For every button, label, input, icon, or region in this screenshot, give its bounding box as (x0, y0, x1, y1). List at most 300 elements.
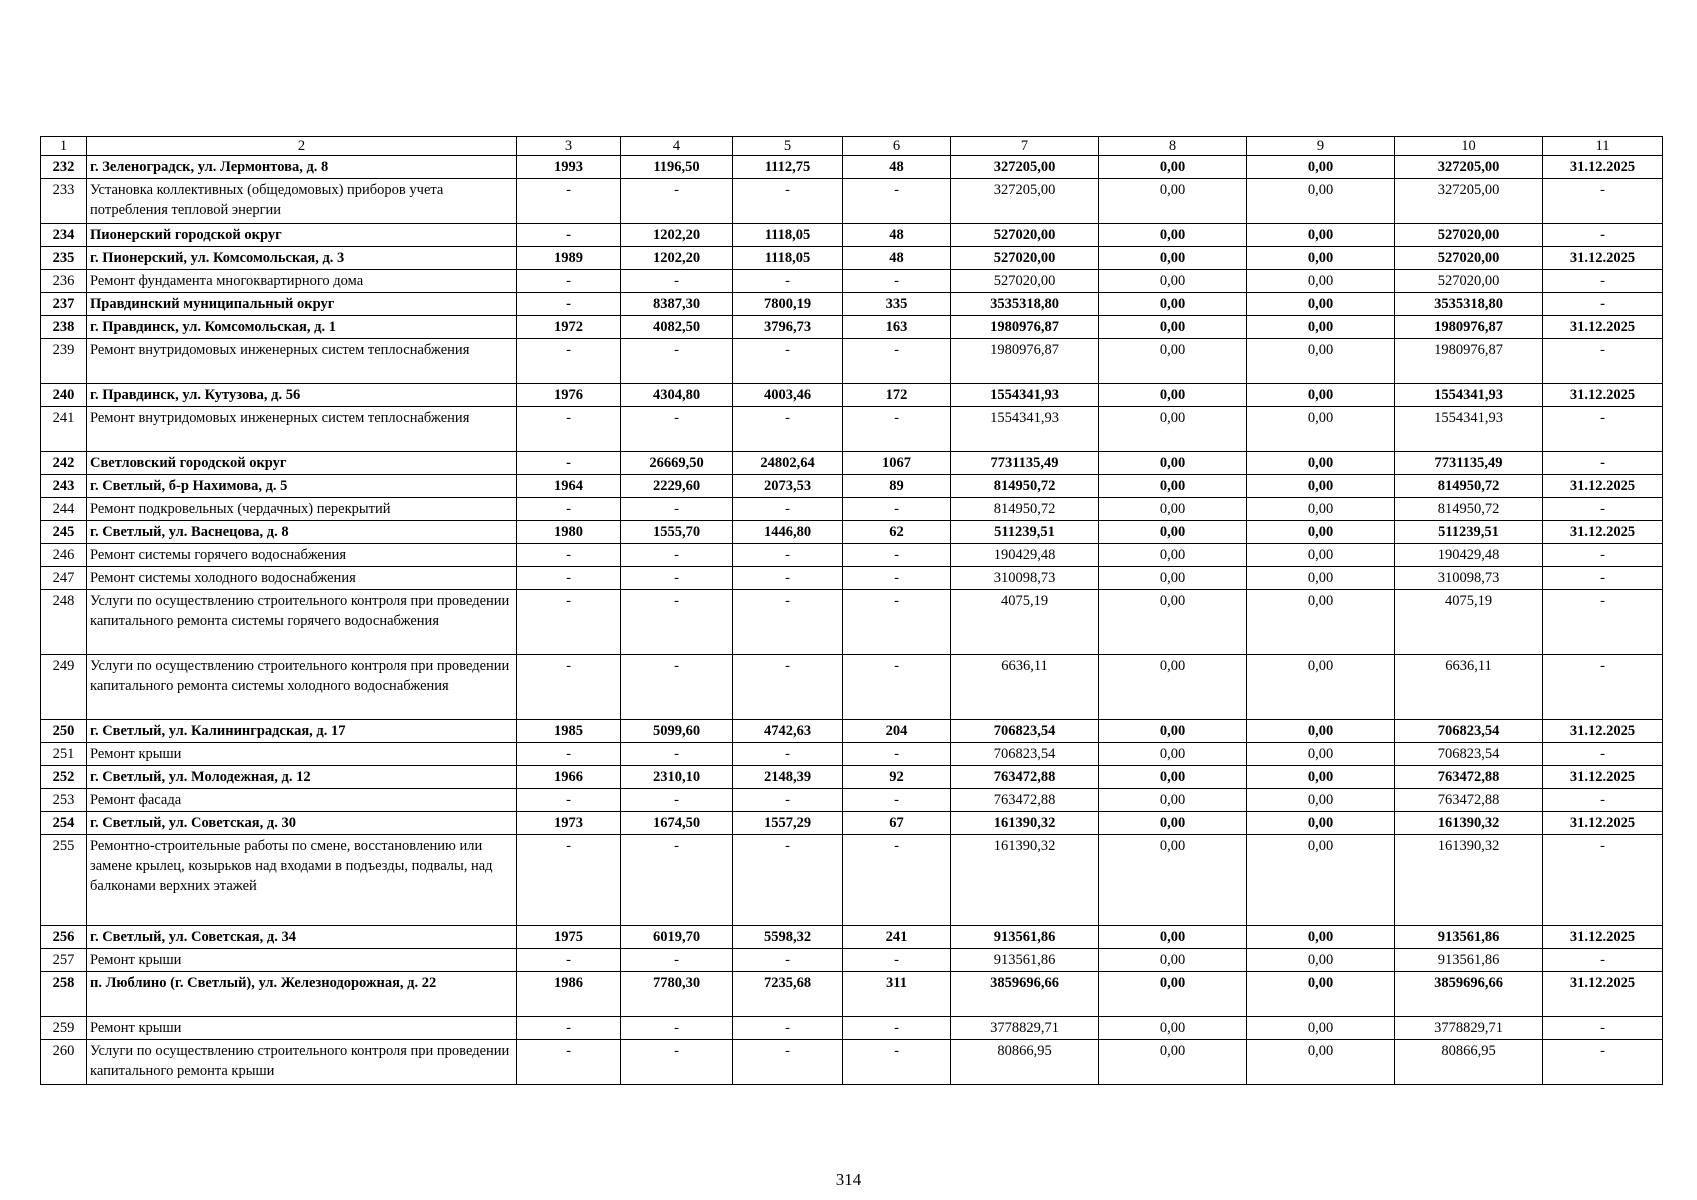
cell-cost-column-8: 0,00 (1099, 156, 1247, 179)
table-row (41, 270, 1663, 293)
cell-residential-area: 24802,64 (733, 452, 843, 475)
cell-residents-count: - (843, 1040, 951, 1085)
cell-regional-fund-cost: 3778829,71 (1395, 1017, 1543, 1040)
table-row (41, 789, 1663, 812)
cell-cost-column-9: 0,00 (1247, 720, 1395, 743)
cell-year-built: - (517, 567, 621, 590)
cell-row-number: 234 (41, 224, 87, 247)
cell-residential-area: 4003,46 (733, 384, 843, 407)
cell-row-number: 243 (41, 475, 87, 498)
cell-regional-fund-cost: 814950,72 (1395, 498, 1543, 521)
cell-residential-area: - (733, 407, 843, 452)
cell-cost-column-8: 0,00 (1099, 812, 1247, 835)
cell-row-number: 259 (41, 1017, 87, 1040)
cell-residential-area: 1118,05 (733, 224, 843, 247)
cell-total-cost: 706823,54 (951, 743, 1099, 766)
cell-cost-column-9: 0,00 (1247, 1017, 1395, 1040)
cell-year-built: 1972 (517, 316, 621, 339)
cell-row-number: 250 (41, 720, 87, 743)
table-row (41, 812, 1663, 835)
cell-residents-count: - (843, 407, 951, 452)
cell-regional-fund-cost: 527020,00 (1395, 247, 1543, 270)
cell-completion-date: - (1543, 339, 1663, 384)
cell-cost-column-9: 0,00 (1247, 544, 1395, 567)
cell-completion-date: 31.12.2025 (1543, 247, 1663, 270)
cell-total-area: - (621, 567, 733, 590)
table-row (41, 926, 1663, 949)
cell-total-area: 4304,80 (621, 384, 733, 407)
cell-year-built: 1985 (517, 720, 621, 743)
cell-total-cost: 3859696,66 (951, 972, 1099, 1017)
cell-residents-count: 48 (843, 224, 951, 247)
cell-total-area: 2229,60 (621, 475, 733, 498)
cell-row-number: 235 (41, 247, 87, 270)
table-row (41, 544, 1663, 567)
cell-year-built: - (517, 1017, 621, 1040)
column-number-6: 6 (843, 137, 951, 156)
cell-row-number: 237 (41, 293, 87, 316)
cell-residential-area: - (733, 590, 843, 655)
cell-completion-date: 31.12.2025 (1543, 766, 1663, 789)
cell-residential-area: - (733, 270, 843, 293)
cell-total-cost: 7731135,49 (951, 452, 1099, 475)
cell-cost-column-8: 0,00 (1099, 926, 1247, 949)
cell-cost-column-9: 0,00 (1247, 926, 1395, 949)
cell-residents-count: 48 (843, 247, 951, 270)
cell-residential-area: - (733, 655, 843, 720)
table-row (41, 224, 1663, 247)
cell-cost-column-8: 0,00 (1099, 179, 1247, 224)
cell-residents-count: 311 (843, 972, 951, 1017)
column-number-10: 10 (1395, 137, 1543, 156)
cell-residents-count: - (843, 270, 951, 293)
cell-cost-column-9: 0,00 (1247, 972, 1395, 1017)
cell-completion-date: - (1543, 544, 1663, 567)
cell-residential-area: - (733, 949, 843, 972)
cell-total-area: 4082,50 (621, 316, 733, 339)
cell-total-area: - (621, 407, 733, 452)
cell-total-area: - (621, 590, 733, 655)
cell-item-name: г. Светлый, ул. Молодежная, д. 12 (87, 766, 517, 789)
cell-total-area: - (621, 339, 733, 384)
cell-residential-area: 2073,53 (733, 475, 843, 498)
table-row (41, 743, 1663, 766)
cell-regional-fund-cost: 1980976,87 (1395, 316, 1543, 339)
cell-year-built: 1973 (517, 812, 621, 835)
cell-item-name: Установка коллективных (общедомовых) приборов учета потребления тепловой энергии (87, 179, 517, 224)
cell-year-built: - (517, 224, 621, 247)
table-row (41, 1040, 1663, 1085)
column-number-8: 8 (1099, 137, 1247, 156)
cell-cost-column-9: 0,00 (1247, 949, 1395, 972)
cell-cost-column-9: 0,00 (1247, 452, 1395, 475)
cell-total-cost: 1980976,87 (951, 339, 1099, 384)
cell-total-area: - (621, 743, 733, 766)
column-number-4: 4 (621, 137, 733, 156)
cell-total-cost: 814950,72 (951, 498, 1099, 521)
cell-residential-area: 5598,32 (733, 926, 843, 949)
cell-cost-column-9: 0,00 (1247, 743, 1395, 766)
cell-total-area: 2310,10 (621, 766, 733, 789)
cell-cost-column-8: 0,00 (1099, 789, 1247, 812)
cell-total-cost: 6636,11 (951, 655, 1099, 720)
cell-total-area: 6019,70 (621, 926, 733, 949)
column-number-3: 3 (517, 137, 621, 156)
cell-total-cost: 4075,19 (951, 590, 1099, 655)
cell-regional-fund-cost: 6636,11 (1395, 655, 1543, 720)
cell-total-cost: 706823,54 (951, 720, 1099, 743)
cell-completion-date: 31.12.2025 (1543, 812, 1663, 835)
cell-residential-area: 7235,68 (733, 972, 843, 1017)
cell-total-cost: 527020,00 (951, 270, 1099, 293)
cell-residential-area: - (733, 544, 843, 567)
cell-year-built: 1966 (517, 766, 621, 789)
cell-completion-date: - (1543, 1017, 1663, 1040)
cell-cost-column-8: 0,00 (1099, 407, 1247, 452)
cell-total-area: - (621, 655, 733, 720)
table-row (41, 452, 1663, 475)
cell-cost-column-8: 0,00 (1099, 498, 1247, 521)
cell-cost-column-9: 0,00 (1247, 835, 1395, 926)
cell-row-number: 252 (41, 766, 87, 789)
cell-regional-fund-cost: 1980976,87 (1395, 339, 1543, 384)
cell-residential-area: 1557,29 (733, 812, 843, 835)
cell-item-name: Пионерский городской округ (87, 224, 517, 247)
table-row (41, 407, 1663, 452)
cell-completion-date: 31.12.2025 (1543, 156, 1663, 179)
cell-cost-column-8: 0,00 (1099, 521, 1247, 544)
cell-completion-date: - (1543, 1040, 1663, 1085)
cell-year-built: 1989 (517, 247, 621, 270)
cell-cost-column-8: 0,00 (1099, 835, 1247, 926)
cell-year-built: - (517, 452, 621, 475)
column-number-11: 11 (1543, 137, 1663, 156)
cell-item-name: Ремонт подкровельных (чердачных) перекрытий (87, 498, 517, 521)
cell-residential-area: 1446,80 (733, 521, 843, 544)
table-row (41, 567, 1663, 590)
cell-cost-column-8: 0,00 (1099, 743, 1247, 766)
cell-residents-count: - (843, 498, 951, 521)
capital-repair-table (40, 136, 1663, 1085)
cell-cost-column-9: 0,00 (1247, 812, 1395, 835)
cell-residential-area: 1112,75 (733, 156, 843, 179)
cell-year-built: - (517, 1040, 621, 1085)
cell-regional-fund-cost: 913561,86 (1395, 949, 1543, 972)
cell-regional-fund-cost: 706823,54 (1395, 720, 1543, 743)
cell-total-cost: 161390,32 (951, 812, 1099, 835)
cell-total-area: 7780,30 (621, 972, 733, 1017)
cell-total-cost: 1554341,93 (951, 407, 1099, 452)
cell-completion-date: - (1543, 835, 1663, 926)
cell-residential-area: - (733, 789, 843, 812)
cell-cost-column-9: 0,00 (1247, 766, 1395, 789)
column-number-7: 7 (951, 137, 1099, 156)
cell-residential-area: 2148,39 (733, 766, 843, 789)
cell-item-name: Ремонт фундамента многоквартирного дома (87, 270, 517, 293)
cell-residential-area: - (733, 567, 843, 590)
table-row (41, 179, 1663, 224)
cell-regional-fund-cost: 1554341,93 (1395, 407, 1543, 452)
cell-cost-column-9: 0,00 (1247, 384, 1395, 407)
cell-completion-date: 31.12.2025 (1543, 521, 1663, 544)
cell-total-cost: 327205,00 (951, 156, 1099, 179)
cell-residents-count: 92 (843, 766, 951, 789)
cell-cost-column-8: 0,00 (1099, 567, 1247, 590)
cell-item-name: Ремонт системы холодного водоснабжения (87, 567, 517, 590)
cell-total-area: 1202,20 (621, 224, 733, 247)
cell-row-number: 238 (41, 316, 87, 339)
cell-total-cost: 1980976,87 (951, 316, 1099, 339)
cell-regional-fund-cost: 706823,54 (1395, 743, 1543, 766)
cell-regional-fund-cost: 1554341,93 (1395, 384, 1543, 407)
cell-cost-column-8: 0,00 (1099, 544, 1247, 567)
cell-completion-date: 31.12.2025 (1543, 720, 1663, 743)
cell-total-cost: 190429,48 (951, 544, 1099, 567)
cell-completion-date: - (1543, 224, 1663, 247)
cell-year-built: - (517, 789, 621, 812)
column-number-row (41, 137, 1663, 156)
cell-item-name: Услуги по осуществлению строительного контроля при проведении капитального ремонта системы холодного водоснабжения (87, 655, 517, 720)
cell-completion-date: - (1543, 655, 1663, 720)
cell-completion-date: 31.12.2025 (1543, 972, 1663, 1017)
table-row (41, 972, 1663, 1017)
cell-total-area: - (621, 179, 733, 224)
cell-completion-date: - (1543, 590, 1663, 655)
table-row (41, 316, 1663, 339)
cell-total-area: - (621, 789, 733, 812)
cell-regional-fund-cost: 763472,88 (1395, 766, 1543, 789)
cell-residents-count: 335 (843, 293, 951, 316)
cell-residents-count: 163 (843, 316, 951, 339)
cell-residents-count: - (843, 1017, 951, 1040)
cell-regional-fund-cost: 190429,48 (1395, 544, 1543, 567)
cell-item-name: г. Светлый, ул. Калининградская, д. 17 (87, 720, 517, 743)
cell-year-built: - (517, 949, 621, 972)
cell-total-cost: 814950,72 (951, 475, 1099, 498)
cell-cost-column-8: 0,00 (1099, 720, 1247, 743)
cell-cost-column-8: 0,00 (1099, 475, 1247, 498)
cell-item-name: Ремонт крыши (87, 743, 517, 766)
cell-residential-area: - (733, 743, 843, 766)
cell-cost-column-8: 0,00 (1099, 452, 1247, 475)
cell-year-built: - (517, 590, 621, 655)
cell-residential-area: - (733, 179, 843, 224)
cell-residential-area: 3796,73 (733, 316, 843, 339)
cell-residents-count: - (843, 655, 951, 720)
cell-item-name: г. Пионерский, ул. Комсомольская, д. 3 (87, 247, 517, 270)
cell-row-number: 257 (41, 949, 87, 972)
cell-regional-fund-cost: 4075,19 (1395, 590, 1543, 655)
cell-residents-count: - (843, 179, 951, 224)
cell-completion-date: - (1543, 567, 1663, 590)
cell-cost-column-9: 0,00 (1247, 179, 1395, 224)
cell-completion-date: - (1543, 452, 1663, 475)
cell-regional-fund-cost: 161390,32 (1395, 835, 1543, 926)
cell-total-cost: 763472,88 (951, 789, 1099, 812)
cell-total-cost: 527020,00 (951, 247, 1099, 270)
cell-item-name: г. Правдинск, ул. Комсомольская, д. 1 (87, 316, 517, 339)
cell-residential-area: 4742,63 (733, 720, 843, 743)
cell-year-built: 1976 (517, 384, 621, 407)
cell-item-name: Ремонт внутридомовых инженерных систем теплоснабжения (87, 339, 517, 384)
cell-residents-count: 89 (843, 475, 951, 498)
cell-year-built: - (517, 655, 621, 720)
report-sheet (40, 136, 1662, 1085)
cell-completion-date: 31.12.2025 (1543, 926, 1663, 949)
cell-regional-fund-cost: 327205,00 (1395, 179, 1543, 224)
table-row (41, 720, 1663, 743)
cell-row-number: 258 (41, 972, 87, 1017)
cell-item-name: г. Зеленоградск, ул. Лермонтова, д. 8 (87, 156, 517, 179)
cell-cost-column-9: 0,00 (1247, 156, 1395, 179)
cell-residents-count: - (843, 789, 951, 812)
cell-year-built: - (517, 498, 621, 521)
cell-cost-column-9: 0,00 (1247, 498, 1395, 521)
cell-cost-column-8: 0,00 (1099, 1017, 1247, 1040)
cell-total-area: 8387,30 (621, 293, 733, 316)
cell-cost-column-8: 0,00 (1099, 339, 1247, 384)
cell-year-built: - (517, 270, 621, 293)
column-number-1: 1 (41, 137, 87, 156)
cell-cost-column-8: 0,00 (1099, 590, 1247, 655)
cell-total-area: - (621, 544, 733, 567)
cell-residents-count: - (843, 835, 951, 926)
cell-cost-column-9: 0,00 (1247, 789, 1395, 812)
cell-total-cost: 310098,73 (951, 567, 1099, 590)
cell-year-built: - (517, 407, 621, 452)
cell-cost-column-9: 0,00 (1247, 224, 1395, 247)
cell-completion-date: - (1543, 270, 1663, 293)
cell-residents-count: - (843, 339, 951, 384)
cell-completion-date: 31.12.2025 (1543, 475, 1663, 498)
cell-residential-area: - (733, 1040, 843, 1085)
cell-item-name: Ремонт фасада (87, 789, 517, 812)
cell-regional-fund-cost: 161390,32 (1395, 812, 1543, 835)
cell-completion-date: - (1543, 293, 1663, 316)
cell-residents-count: 172 (843, 384, 951, 407)
cell-total-cost: 3778829,71 (951, 1017, 1099, 1040)
cell-year-built: 1993 (517, 156, 621, 179)
cell-regional-fund-cost: 527020,00 (1395, 270, 1543, 293)
cell-total-area: - (621, 498, 733, 521)
cell-residents-count: - (843, 743, 951, 766)
cell-residents-count: 204 (843, 720, 951, 743)
cell-cost-column-9: 0,00 (1247, 521, 1395, 544)
cell-total-cost: 80866,95 (951, 1040, 1099, 1085)
cell-regional-fund-cost: 527020,00 (1395, 224, 1543, 247)
cell-completion-date: - (1543, 407, 1663, 452)
cell-cost-column-8: 0,00 (1099, 224, 1247, 247)
cell-total-area: - (621, 1040, 733, 1085)
cell-cost-column-9: 0,00 (1247, 475, 1395, 498)
cell-year-built: - (517, 544, 621, 567)
cell-cost-column-8: 0,00 (1099, 1040, 1247, 1085)
cell-completion-date: - (1543, 498, 1663, 521)
page-number: 314 (835, 1170, 862, 1189)
cell-row-number: 249 (41, 655, 87, 720)
cell-year-built: - (517, 293, 621, 316)
cell-row-number: 244 (41, 498, 87, 521)
cell-item-name: Услуги по осуществлению строительного контроля при проведении капитального ремонта системы горячего водоснабжения (87, 590, 517, 655)
cell-residential-area: - (733, 835, 843, 926)
cell-year-built: - (517, 179, 621, 224)
table-row (41, 339, 1663, 384)
cell-regional-fund-cost: 310098,73 (1395, 567, 1543, 590)
cell-item-name: Ремонт внутридомовых инженерных систем теплоснабжения (87, 407, 517, 452)
cell-residential-area: - (733, 1017, 843, 1040)
cell-regional-fund-cost: 763472,88 (1395, 789, 1543, 812)
cell-total-area: - (621, 270, 733, 293)
cell-residents-count: 48 (843, 156, 951, 179)
cell-row-number: 248 (41, 590, 87, 655)
cell-total-cost: 913561,86 (951, 949, 1099, 972)
cell-row-number: 239 (41, 339, 87, 384)
cell-row-number: 246 (41, 544, 87, 567)
cell-regional-fund-cost: 3859696,66 (1395, 972, 1543, 1017)
cell-total-area: 5099,60 (621, 720, 733, 743)
cell-cost-column-8: 0,00 (1099, 766, 1247, 789)
table-row (41, 384, 1663, 407)
cell-total-area: - (621, 835, 733, 926)
table-row (41, 521, 1663, 544)
cell-item-name: Ремонтно-строительные работы по смене, восстановлению или замене крылец, козырьков над входами в подъезды, подвалы, над балконами верхних этажей (87, 835, 517, 926)
cell-regional-fund-cost: 80866,95 (1395, 1040, 1543, 1085)
cell-residents-count: 241 (843, 926, 951, 949)
cell-year-built: 1975 (517, 926, 621, 949)
cell-residential-area: 1118,05 (733, 247, 843, 270)
cell-year-built: 1964 (517, 475, 621, 498)
cell-cost-column-9: 0,00 (1247, 316, 1395, 339)
cell-regional-fund-cost: 7731135,49 (1395, 452, 1543, 475)
cell-total-area: 26669,50 (621, 452, 733, 475)
cell-completion-date: - (1543, 789, 1663, 812)
cell-total-area: - (621, 1017, 733, 1040)
cell-total-area: 1674,50 (621, 812, 733, 835)
cell-year-built: - (517, 339, 621, 384)
cell-total-cost: 511239,51 (951, 521, 1099, 544)
cell-row-number: 236 (41, 270, 87, 293)
cell-regional-fund-cost: 814950,72 (1395, 475, 1543, 498)
cell-cost-column-8: 0,00 (1099, 316, 1247, 339)
cell-completion-date: - (1543, 179, 1663, 224)
cell-year-built: - (517, 835, 621, 926)
cell-total-area: - (621, 949, 733, 972)
cell-row-number: 260 (41, 1040, 87, 1085)
column-number-2: 2 (87, 137, 517, 156)
cell-cost-column-9: 0,00 (1247, 407, 1395, 452)
cell-row-number: 242 (41, 452, 87, 475)
cell-item-name: п. Люблино (г. Светлый), ул. Железнодорожная, д. 22 (87, 972, 517, 1017)
cell-cost-column-8: 0,00 (1099, 972, 1247, 1017)
cell-year-built: 1980 (517, 521, 621, 544)
cell-total-area: 1196,50 (621, 156, 733, 179)
cell-cost-column-9: 0,00 (1247, 339, 1395, 384)
cell-row-number: 255 (41, 835, 87, 926)
cell-total-cost: 161390,32 (951, 835, 1099, 926)
cell-residential-area: - (733, 498, 843, 521)
cell-regional-fund-cost: 3535318,80 (1395, 293, 1543, 316)
cell-completion-date: 31.12.2025 (1543, 316, 1663, 339)
cell-cost-column-8: 0,00 (1099, 247, 1247, 270)
cell-regional-fund-cost: 913561,86 (1395, 926, 1543, 949)
cell-year-built: 1986 (517, 972, 621, 1017)
cell-item-name: г. Правдинск, ул. Кутузова, д. 56 (87, 384, 517, 407)
cell-item-name: г. Светлый, ул. Советская, д. 30 (87, 812, 517, 835)
cell-cost-column-9: 0,00 (1247, 270, 1395, 293)
table-row (41, 655, 1663, 720)
table-row (41, 835, 1663, 926)
cell-residential-area: - (733, 339, 843, 384)
